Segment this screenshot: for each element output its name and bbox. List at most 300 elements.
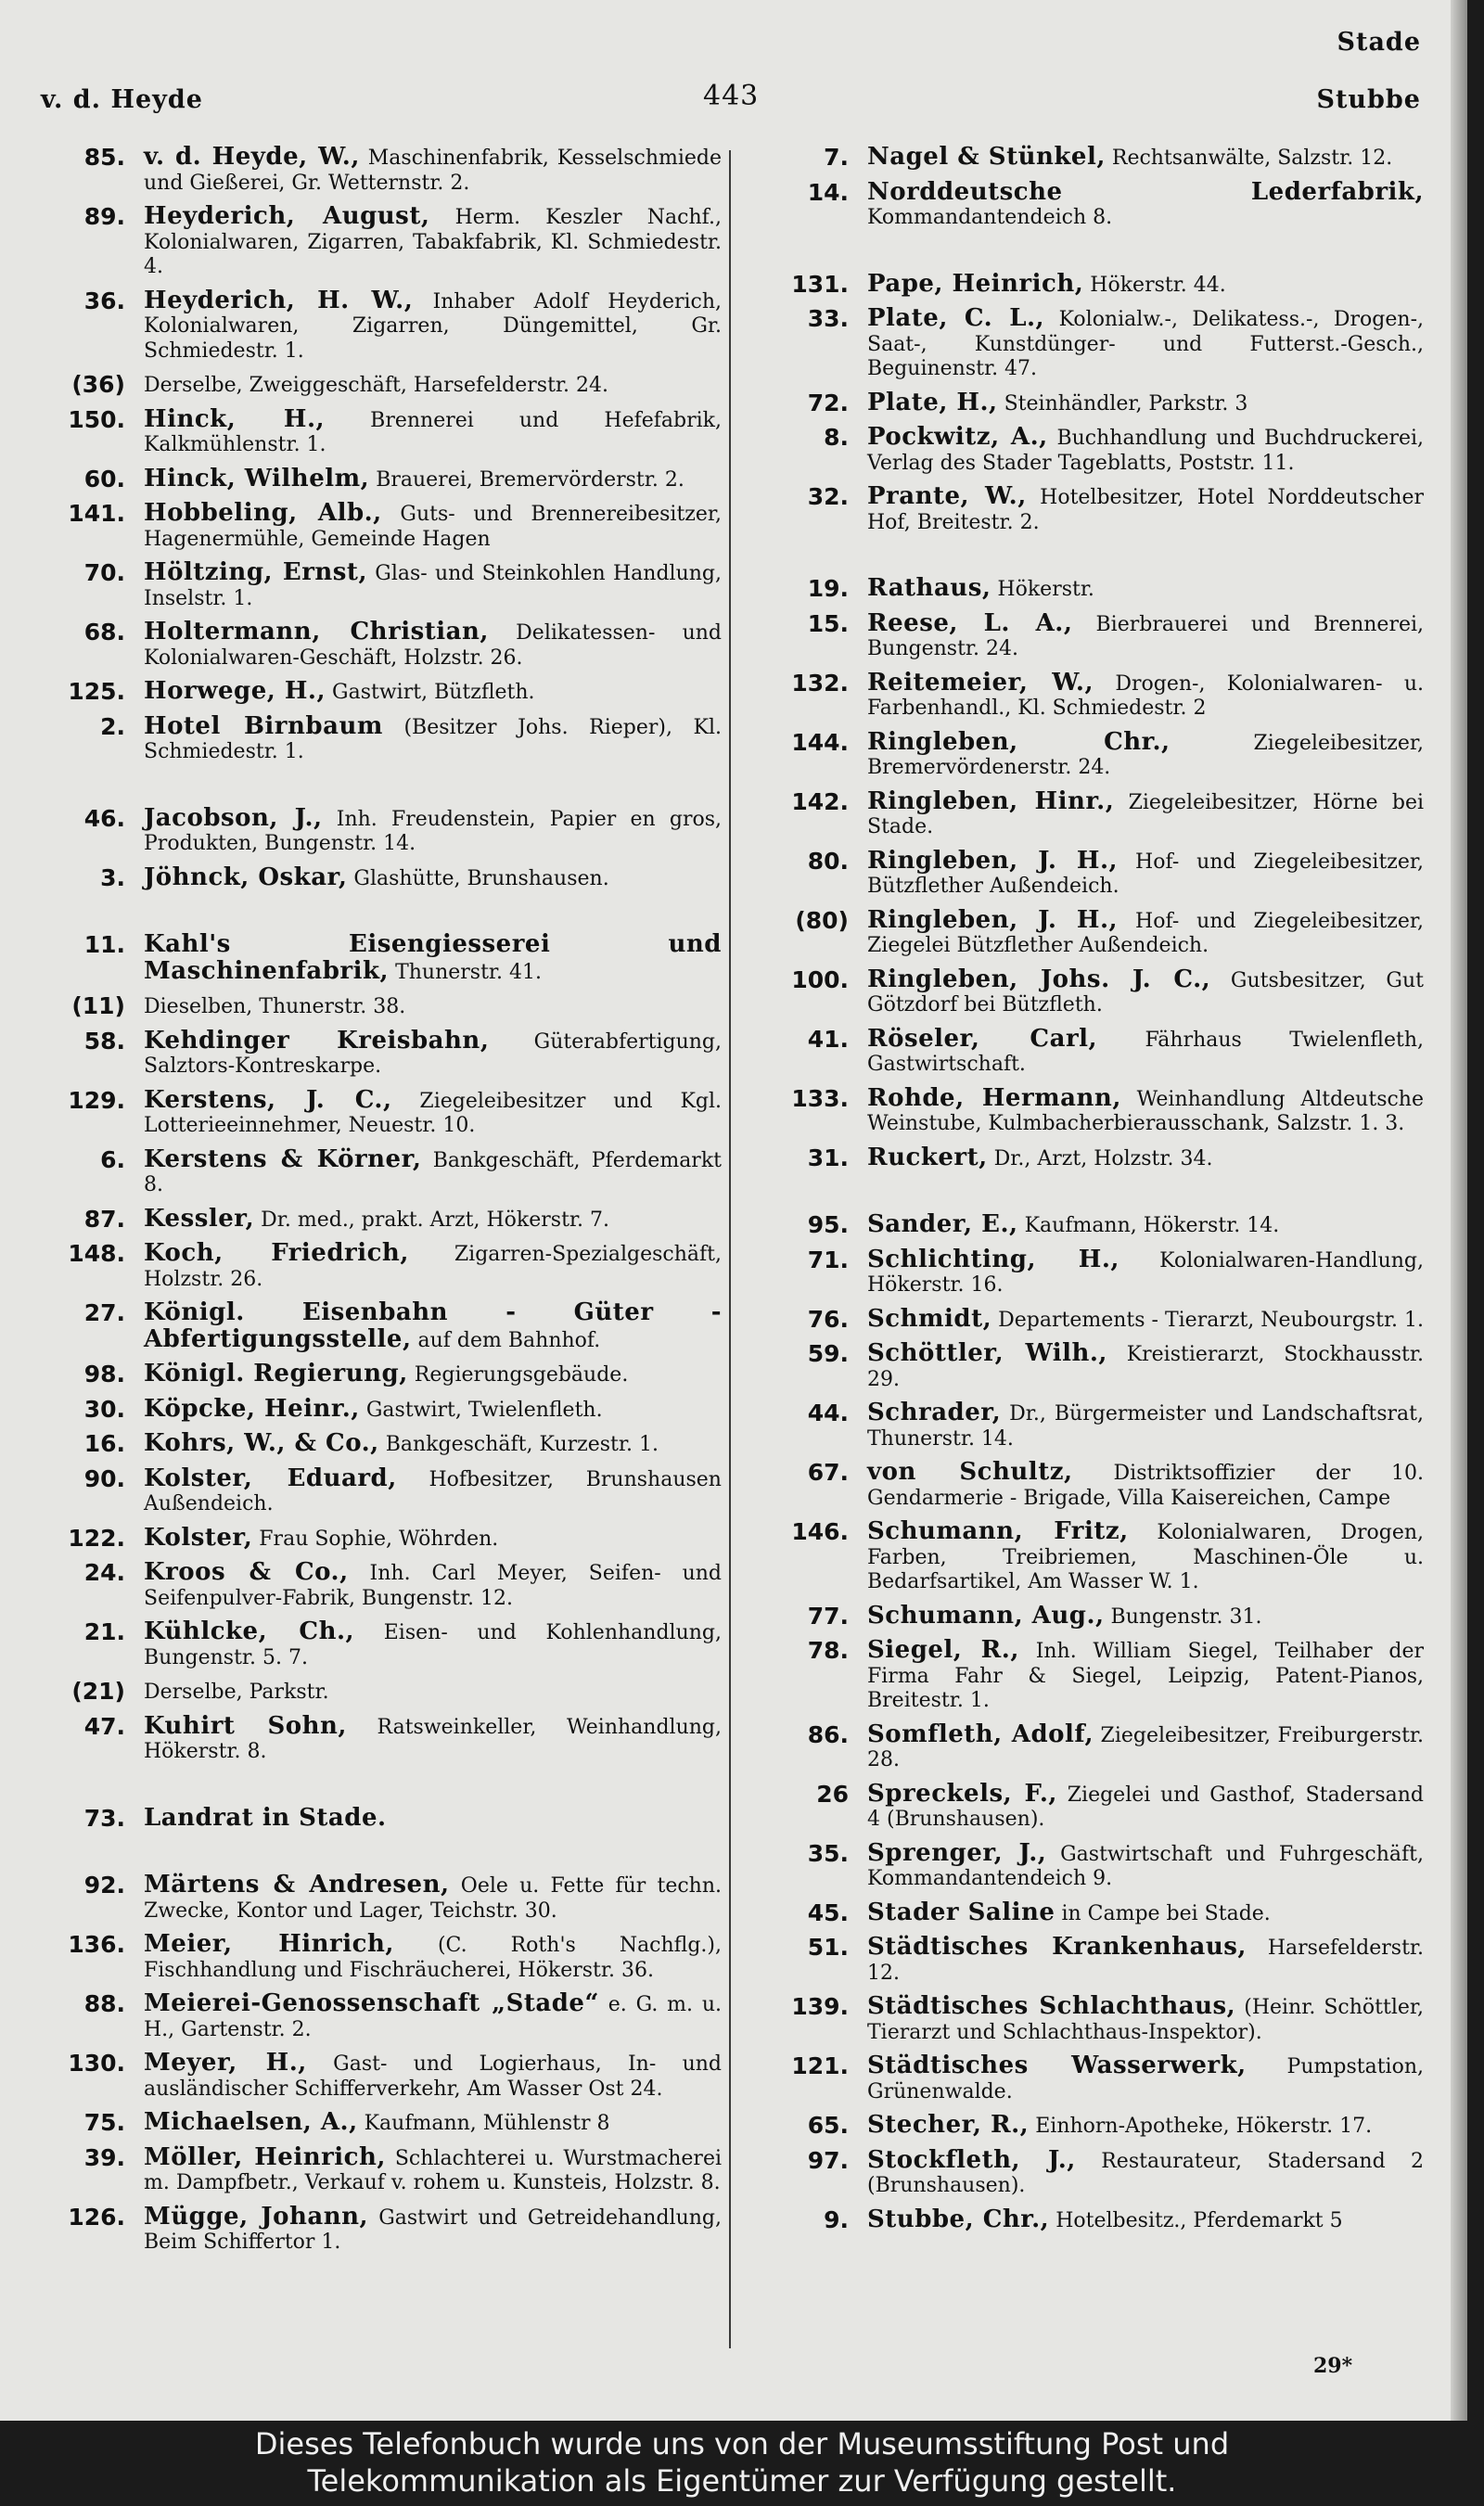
- directory-entry: [761, 1935, 1424, 1986]
- entry-body: [144, 1466, 722, 1517]
- entry-number: 133.: [791, 1084, 849, 1112]
- entry-name: Pockwitz, A.,: [867, 423, 1048, 451]
- entry-body: [867, 269, 1424, 299]
- header-right-top: Stade: [1337, 28, 1421, 57]
- entry-name: Kolster, Eduard,: [144, 1464, 397, 1492]
- entry-name: Heyderich, August,: [144, 202, 430, 230]
- entry-name: Märtens & Andresen,: [144, 1871, 450, 1899]
- entry-text: Pumpstation, Grünenwalde.: [867, 2055, 1424, 2103]
- entry-text: e. G. m. u. H., Gartenstr. 2.: [144, 1993, 723, 2041]
- entry-text: Regierungsgebäude.: [414, 1363, 629, 1387]
- entry-number: 73.: [83, 1804, 125, 1832]
- entry-text: Drogen-, Kolonialwaren- u. Farbenhandl., Kl. Schmiedestr. 2: [867, 671, 1425, 720]
- directory-entry: [37, 288, 722, 364]
- entry-text: Kommandantendeich 8.: [867, 206, 1113, 229]
- entry-name: Mügge, Johann,: [144, 2202, 369, 2231]
- entry-number: 85.: [83, 144, 125, 171]
- entry-text: Frau Sophie, Wöhrden.: [259, 1527, 499, 1551]
- entry-text: Harsefelderstr. 12.: [867, 1937, 1425, 1985]
- entry-text: Ratsweinkeller, Weinhandlung, Hökerstr. 8.: [144, 1715, 722, 1763]
- directory-entry: [761, 1212, 1424, 1239]
- directory-entry: [37, 145, 722, 196]
- directory-entry: [761, 905, 1425, 959]
- directory-entry: [761, 177, 1424, 231]
- entry-name: Möller, Heinrich,: [144, 2142, 386, 2171]
- entry-name: Meyer, H.,: [144, 2049, 307, 2077]
- entry-body: [144, 1204, 722, 1234]
- entry-body: [144, 1803, 722, 1833]
- directory-entry: [37, 1362, 722, 1388]
- entry-text: Dr. med., prakt. Arzt, Hökerstr. 7.: [261, 1208, 609, 1232]
- entry-text: Bierbrauerei und Brennerei, Bungenstr. 24.: [867, 612, 1425, 660]
- entry-text: Glashütte, Brunshausen.: [353, 866, 609, 890]
- directory-entry: [37, 1560, 722, 1611]
- entry-body: [144, 1026, 723, 1080]
- entry-body: [144, 560, 722, 611]
- directory-entry: [761, 1304, 1425, 1334]
- entry-number: 98.: [83, 1361, 125, 1387]
- entry-number: 95.: [807, 1211, 849, 1238]
- left-column: [37, 145, 722, 2384]
- entry-name: Schumann, Fritz,: [867, 1517, 1129, 1545]
- entry-name: Kohrs, W., & Co.,: [144, 1429, 379, 1457]
- entry-name: Reitemeier, W.,: [867, 668, 1094, 697]
- entry-name: Hinck, Wilhelm,: [144, 464, 370, 492]
- entry-number: 30.: [83, 1395, 125, 1423]
- entry-body: [144, 2142, 723, 2196]
- entry-text: Departements - Tierarzt, Neubourgstr. 1.: [998, 1308, 1425, 1332]
- directory-entry: [37, 1241, 722, 1292]
- entry-body: [867, 2053, 1424, 2104]
- entry-text: Gast- und Logierhaus, In- und ausländischer Schifferverkehr, Am Wasser Ost 24.: [144, 2052, 722, 2101]
- entry-text: Bankgeschäft, Pferdemarkt 8.: [144, 1148, 722, 1196]
- entry-body: [867, 1024, 1424, 1078]
- entry-body: [144, 372, 722, 399]
- entry-number: 70.: [83, 559, 125, 586]
- directory-entry: [37, 372, 722, 399]
- entry-body: [144, 1711, 722, 1765]
- directory-entry: [761, 269, 1424, 299]
- entry-body: [144, 1679, 722, 1706]
- entry-name: Nagel & Stünkel,: [867, 143, 1106, 171]
- entry-name: Ringleben, J. H.,: [867, 846, 1119, 875]
- entry-body: [144, 1144, 722, 1198]
- directory-entry: [761, 1900, 1424, 1927]
- entry-number: 131.: [791, 270, 849, 298]
- entry-name: Siegel, R.,: [867, 1636, 1019, 1664]
- directory-entry: [37, 404, 722, 458]
- entry-number: 21.: [83, 1618, 125, 1645]
- entry-number: 67.: [807, 1459, 849, 1486]
- entry-number: 86.: [807, 1720, 849, 1748]
- right-column: [761, 145, 1424, 2384]
- entry-name: Röseler, Carl,: [867, 1024, 1098, 1053]
- directory-entry: [761, 1083, 1424, 1137]
- entry-number: 35.: [807, 1839, 849, 1867]
- entry-body: [144, 2202, 722, 2256]
- entry-name: Rohde, Hermann,: [867, 1083, 1121, 1112]
- entry-number: 15.: [807, 609, 849, 637]
- footer-line-1: Dieses Telefonbuch wurde uns von der Museumsstiftung Post und: [254, 2426, 1230, 2461]
- entry-body: [867, 1083, 1424, 1137]
- entry-name: Sander, E.,: [867, 1210, 1018, 1238]
- entry-body: [144, 1394, 722, 1424]
- entry-text: Ziegeleibesitzer, Freiburgerstr. 28.: [867, 1723, 1424, 1771]
- entry-text: (Heinr. Schöttler, Tierarzt und Schlachthaus-Inspektor).: [867, 1996, 1425, 2044]
- entry-number: 60.: [83, 465, 125, 492]
- entry-text: (C. Roth's Nachflg.), Fischhandlung und Fischräucherei, Hökerstr. 36.: [144, 1934, 722, 1982]
- directory-entry: [761, 1838, 1424, 1892]
- entry-text: Delikatessen- und Kolonialwaren-Geschäft, Holzstr. 26.: [144, 621, 722, 670]
- column-divider: [729, 150, 731, 2348]
- entry-text: Gastwirt, Bützfleth.: [332, 681, 535, 704]
- entry-name: Hinck, H.,: [144, 404, 326, 433]
- entry-body: [144, 1991, 722, 2042]
- entry-body: [144, 1932, 722, 1983]
- directory-entry: [37, 1300, 722, 1353]
- entry-body: [144, 620, 722, 671]
- entry-body: [867, 425, 1424, 476]
- entry-name: Königl. Eisenbahn - Güter - Abfertigungsstelle,: [144, 1298, 722, 1353]
- entry-text: Hof- und Ziegeleibesitzer, Bützflether Außendeich.: [867, 850, 1425, 898]
- directory-entry: [761, 1638, 1424, 1714]
- directory-entry: [37, 1466, 722, 1517]
- directory-entry: [37, 803, 722, 857]
- entry-number: 27.: [83, 1299, 125, 1326]
- entry-number: 19.: [807, 575, 849, 602]
- directory-entry: [37, 204, 722, 280]
- entry-text: Derselbe, Zweiggeschäft, Harsefelderstr. 24.: [144, 374, 608, 397]
- entry-name: Kroos & Co.,: [144, 1558, 349, 1586]
- entry-body: [144, 2110, 722, 2137]
- entry-number: 87.: [83, 1205, 125, 1233]
- entry-body: [144, 464, 722, 493]
- entry-text: Distriktsoffizier der 10. Gendarmerie - Brigade, Villa Kaisereichen, Campe: [867, 1462, 1424, 1510]
- directory-entry: [761, 1779, 1424, 1833]
- entry-name: Kerstens, J. C.,: [144, 1085, 392, 1114]
- directory-entry: [37, 2051, 722, 2102]
- entry-body: [867, 1638, 1424, 1714]
- entry-body: [867, 967, 1424, 1018]
- entry-body: [867, 668, 1425, 722]
- entry-name: Schöttler, Wilh.,: [867, 1339, 1107, 1367]
- directory-entry: [761, 1024, 1424, 1078]
- directory-entry: [37, 2202, 722, 2256]
- entry-name: Ringleben, Johs. J. C.,: [867, 965, 1211, 993]
- entry-text: Kreistierarzt, Stockhausstr. 29.: [867, 1343, 1424, 1391]
- entry-name: Norddeutsche Lederfabrik,: [867, 177, 1424, 206]
- entry-body: [144, 865, 722, 892]
- entry-text: Inhaber Adolf Heyderich, Kolonialwaren, Zigarren, Düngemittel, Gr. Schmiedestr. 1.: [144, 289, 722, 363]
- entry-name: v. d. Heyde, W.,: [144, 143, 360, 171]
- entry-text: Herm. Keszler Nachf., Kolonialwaren, Zigarren, Tabakfabrik, Kl. Schmiedestr. 4.: [144, 206, 722, 278]
- directory-entry: [761, 576, 1424, 603]
- entry-text: Hofbesitzer, Brunshausen Außendeich.: [144, 1467, 722, 1515]
- entry-name: Pape, Heinrich,: [867, 269, 1084, 298]
- entry-number: 16.: [83, 1430, 125, 1457]
- entry-number: 148.: [68, 1240, 125, 1267]
- entry-text: auf dem Bahnhof.: [417, 1328, 601, 1352]
- entry-name: Kerstens & Körner,: [144, 1144, 422, 1173]
- entry-number: (80): [795, 906, 849, 934]
- entry-body: [867, 576, 1424, 603]
- entry-name: Städtisches Schlachthaus,: [867, 1992, 1236, 2020]
- entry-name: Städtisches Wasserwerk,: [867, 2052, 1247, 2079]
- entry-body: [867, 1838, 1424, 1892]
- entry-text: Kaufmann, Hökerstr. 14.: [1024, 1214, 1280, 1237]
- directory-entry: [37, 1085, 723, 1139]
- entry-text: Hökerstr. 44.: [1090, 273, 1226, 297]
- directory-entry: [37, 993, 722, 1020]
- directory-entry: [37, 1711, 722, 1765]
- entry-number: (21): [71, 1678, 125, 1705]
- entry-number: 32.: [807, 483, 849, 510]
- entry-text: Inh. William Siegel, Teilhaber der Firma Fahr & Siegel, Leipzig, Patent-Pianos, Breitestr. 1.: [867, 1640, 1425, 1712]
- directory-entry: [761, 145, 1424, 172]
- entry-text: Steinhändler, Parkstr. 3: [1004, 391, 1248, 416]
- entry-text: Kolonialwaren, Drogen, Farben, Treibriemen, Maschinen-Öle u. Bedarfsartikel, Am Wasser W. 1.: [867, 1521, 1424, 1593]
- entry-number: 45.: [807, 1899, 849, 1926]
- entry-text: Hof- und Ziegeleibesitzer, Ziegelei Bützflether Außendeich.: [867, 909, 1425, 957]
- entry-body: [867, 390, 1424, 417]
- entry-text: Kolonialwaren-Handlung, Hökerstr. 16.: [867, 1248, 1424, 1297]
- entry-number: 33.: [807, 305, 849, 332]
- entry-body: [867, 484, 1424, 535]
- directory-entry: [37, 464, 722, 493]
- entry-text: Dr., Arzt, Holzstr. 34.: [993, 1146, 1213, 1170]
- entry-text: Brennerei und Hefefabrik, Kalkmühlenstr. 1.: [144, 408, 722, 456]
- entry-name: Landrat in Stade.: [144, 1803, 387, 1832]
- directory-entry: [761, 1519, 1424, 1595]
- entry-number: (11): [71, 992, 125, 1019]
- directory-entry: [37, 1873, 722, 1924]
- directory-entry: [37, 2142, 723, 2196]
- directory-entry: [761, 484, 1424, 535]
- directory-entry: [761, 1341, 1424, 1392]
- page-number: 443: [703, 80, 760, 112]
- directory-entry: [37, 560, 722, 611]
- directory-entry: [761, 967, 1424, 1018]
- entry-number: 76.: [807, 1305, 849, 1333]
- entry-text: Inh. Freudenstein, Papier en gros, Produkten, Bungenstr. 14.: [144, 807, 722, 855]
- entry-text: Einhorn-Apotheke, Hökerstr. 17.: [1035, 2115, 1373, 2138]
- entry-name: Schrader,: [867, 1399, 1002, 1426]
- entry-body: [867, 1994, 1424, 2045]
- entry-body: [867, 846, 1425, 900]
- entry-text: Ziegeleibesitzer, Bremervördenerstr. 24.: [867, 731, 1424, 779]
- directory-entry: [37, 1619, 722, 1670]
- directory-entry: [37, 620, 722, 671]
- entry-number: (36): [71, 371, 125, 398]
- entry-body: [867, 727, 1424, 781]
- entry-name: Horwege, H.,: [144, 677, 326, 705]
- directory-entry: [37, 1991, 722, 2042]
- entry-body: [867, 1460, 1424, 1511]
- entry-body: [144, 1523, 722, 1553]
- directory-entry: [761, 1145, 1424, 1172]
- directory-entry: [37, 2110, 722, 2137]
- entry-number: 65.: [807, 2112, 849, 2139]
- entry-name: Ringleben, Chr.,: [867, 727, 1171, 756]
- entry-number: 88.: [83, 1990, 125, 2017]
- entry-name: Prante, W.,: [867, 482, 1027, 510]
- entry-name: Kuhirt Sohn,: [144, 1711, 347, 1740]
- entry-name: Hobbeling, Alb.,: [144, 499, 382, 527]
- entry-text: in Campe bei Stade.: [1061, 1901, 1271, 1925]
- directory-entry: [761, 668, 1425, 722]
- entry-name: Hotel Birnbaum: [144, 711, 383, 740]
- entry-text: Hökerstr.: [997, 578, 1094, 601]
- entry-text: Bungenstr. 31.: [1110, 1605, 1262, 1629]
- directory-entry: [37, 865, 722, 892]
- entry-number: 59.: [807, 1340, 849, 1367]
- entry-number: 125.: [68, 678, 125, 705]
- footer-notice: [0, 2421, 1484, 2506]
- directory-entry: [761, 1400, 1424, 1451]
- entry-text: Eisen- und Kohlenhandlung, Bungenstr. 5. 7.: [144, 1621, 722, 1669]
- entry-body: [144, 2051, 722, 2102]
- entry-text: Brauerei, Bremervörderstr. 2.: [376, 467, 684, 492]
- directory-entry: [761, 727, 1424, 781]
- directory-entry: [761, 1601, 1424, 1630]
- entry-body: [867, 1304, 1425, 1334]
- entry-name: Schumann, Aug.,: [867, 1601, 1105, 1630]
- entry-text: Fährhaus Twielenfleth, Gastwirtschaft.: [867, 1028, 1424, 1076]
- entry-number: 144.: [791, 728, 849, 756]
- entry-number: 46.: [83, 804, 125, 832]
- entry-text: Ziegeleibesitzer, Hörne bei Stade.: [867, 790, 1424, 838]
- entry-body: [867, 1935, 1424, 1986]
- entry-number: 26: [816, 1780, 849, 1808]
- entry-name: Schmidt,: [867, 1304, 992, 1333]
- entry-number: 47.: [83, 1712, 125, 1740]
- entry-text: Ziegeleibesitzer und Kgl. Lotterieeinnehmer, Neuestr. 10.: [144, 1089, 723, 1137]
- entry-text: (Besitzer Johs. Rieper), Kl. Schmiedestr. 1.: [144, 715, 722, 763]
- entry-number: 36.: [83, 287, 125, 314]
- entry-number: 14.: [807, 178, 849, 206]
- directory-entry: [761, 1994, 1424, 2045]
- directory-entry: [761, 1247, 1424, 1298]
- entry-number: 136.: [68, 1931, 125, 1958]
- entry-number: 150.: [68, 405, 125, 433]
- entry-body: [867, 905, 1425, 959]
- entry-body: [867, 786, 1424, 840]
- directory-entry: [761, 2113, 1424, 2140]
- entry-number: 7.: [824, 144, 849, 171]
- directory-entry: [761, 2207, 1424, 2234]
- entry-text: Schlachterei u. Wurstmacherei m. Dampfbetr., Verkauf v. rohem u. Kunsteis, Holzstr. 8.: [144, 2146, 723, 2194]
- entry-body: [144, 711, 722, 765]
- entry-name: Ringleben, Hinr.,: [867, 786, 1115, 815]
- entry-text: Gastwirt und Getreidehandlung, Beim Schiffertor 1.: [144, 2206, 722, 2254]
- entry-text: Hotelbesitzer, Hotel Norddeutscher Hof, Breitestr. 2.: [867, 486, 1424, 534]
- entry-name: Kessler,: [144, 1204, 255, 1233]
- entry-body: [867, 1601, 1424, 1630]
- entry-number: 122.: [68, 1524, 125, 1552]
- entry-number: 72.: [807, 389, 849, 416]
- entry-body: [867, 1900, 1424, 1927]
- entry-number: 3.: [100, 863, 125, 891]
- entry-body: [867, 177, 1424, 231]
- directory-entry: [37, 1431, 722, 1458]
- entry-body: [867, 306, 1424, 382]
- entry-text: Gutsbesitzer, Gut Götzdorf bei Bützfleth.: [867, 968, 1424, 1016]
- entry-name: Plate, C. L.,: [867, 304, 1045, 332]
- entry-number: 132.: [791, 669, 849, 697]
- directory-entry: [37, 1679, 722, 1706]
- directory-entry: [761, 608, 1425, 662]
- entry-name: Höltzing, Ernst,: [144, 558, 367, 586]
- entry-text: Restaurateur, Stadersand 2 (Brunshausen).: [867, 2149, 1425, 2197]
- entry-number: 58.: [83, 1027, 125, 1055]
- entry-text: Gastwirt, Twielenfleth.: [365, 1398, 603, 1422]
- entry-name: Stockfleth, J.,: [867, 2145, 1076, 2174]
- entry-text: Oele u. Fette für techn. Zwecke, Kontor und Lager, Teichstr. 30.: [144, 1874, 722, 1923]
- entry-body: [867, 1145, 1424, 1172]
- directory-entry: [37, 1144, 722, 1198]
- entry-name: Somfleth, Adolf,: [867, 1720, 1094, 1748]
- entry-name: Kahl's Eisengiesserei und Maschinenfabrik,: [144, 930, 722, 985]
- entry-name: Ringleben, J. H.,: [867, 905, 1119, 934]
- entry-body: [144, 204, 722, 280]
- entry-number: 68.: [83, 619, 125, 646]
- entry-body: [144, 679, 722, 706]
- directory-entry: [761, 1722, 1424, 1773]
- entry-body: [144, 993, 722, 1020]
- entry-name: Jacobson, J.,: [144, 803, 323, 832]
- directory-entry: [761, 425, 1424, 476]
- entry-number: 146.: [791, 1518, 849, 1545]
- entry-text: Hotelbesitz., Pferdemarkt 5: [1055, 2208, 1343, 2232]
- directory-entry: [761, 1460, 1424, 1511]
- entry-body: [867, 2113, 1424, 2140]
- entry-name: Heyderich, H. W.,: [144, 286, 414, 314]
- signature-mark: 29*: [1313, 2354, 1353, 2378]
- entry-body: [144, 404, 722, 458]
- directory-entry: [37, 501, 722, 552]
- entry-body: [867, 1722, 1424, 1773]
- entry-number: 8.: [824, 424, 849, 451]
- entry-name: Meier, Hinrich,: [144, 1930, 394, 1958]
- entry-number: 2.: [100, 712, 125, 740]
- entry-name: Ruckert,: [867, 1143, 988, 1171]
- entry-name: Plate, H.,: [867, 388, 998, 416]
- entry-body: [144, 1560, 722, 1611]
- entry-number: 80.: [807, 847, 849, 875]
- entry-body: [867, 1400, 1424, 1451]
- entry-number: 75.: [83, 2109, 125, 2136]
- directory-entry: [37, 1932, 722, 1983]
- entry-number: 11.: [83, 931, 125, 958]
- entry-name: Kühlcke, Ch.,: [144, 1617, 355, 1645]
- entry-body: [144, 1431, 722, 1458]
- entry-number: 41.: [807, 1025, 849, 1053]
- entry-body: [144, 288, 722, 364]
- entry-text: Derselbe, Parkstr.: [144, 1681, 329, 1704]
- entry-number: 92.: [83, 1872, 125, 1899]
- entry-text: Buchhandlung und Buchdruckerei, Verlag des Stader Tageblatts, Poststr. 11.: [867, 427, 1425, 475]
- directory-entry: [761, 786, 1424, 840]
- entry-text: Güterabfertigung, Salztors-Kontreskarpe.: [144, 1029, 723, 1078]
- entry-text: Rechtsanwälte, Salzstr. 12.: [1111, 147, 1393, 170]
- entry-text: Guts- und Brennereibesitzer, Hagenermühle, Gemeinde Hagen: [144, 503, 722, 551]
- entry-name: Stubbe, Chr.,: [867, 2205, 1050, 2233]
- entry-number: 31.: [807, 1144, 849, 1171]
- entry-body: [144, 1873, 722, 1924]
- entry-number: 44.: [807, 1400, 849, 1426]
- footer-line-2: Telekommunikation als Eigentümer zur Verfügung gestellt.: [307, 2463, 1177, 2499]
- entry-text: Dieselben, Thunerstr. 38.: [144, 995, 406, 1018]
